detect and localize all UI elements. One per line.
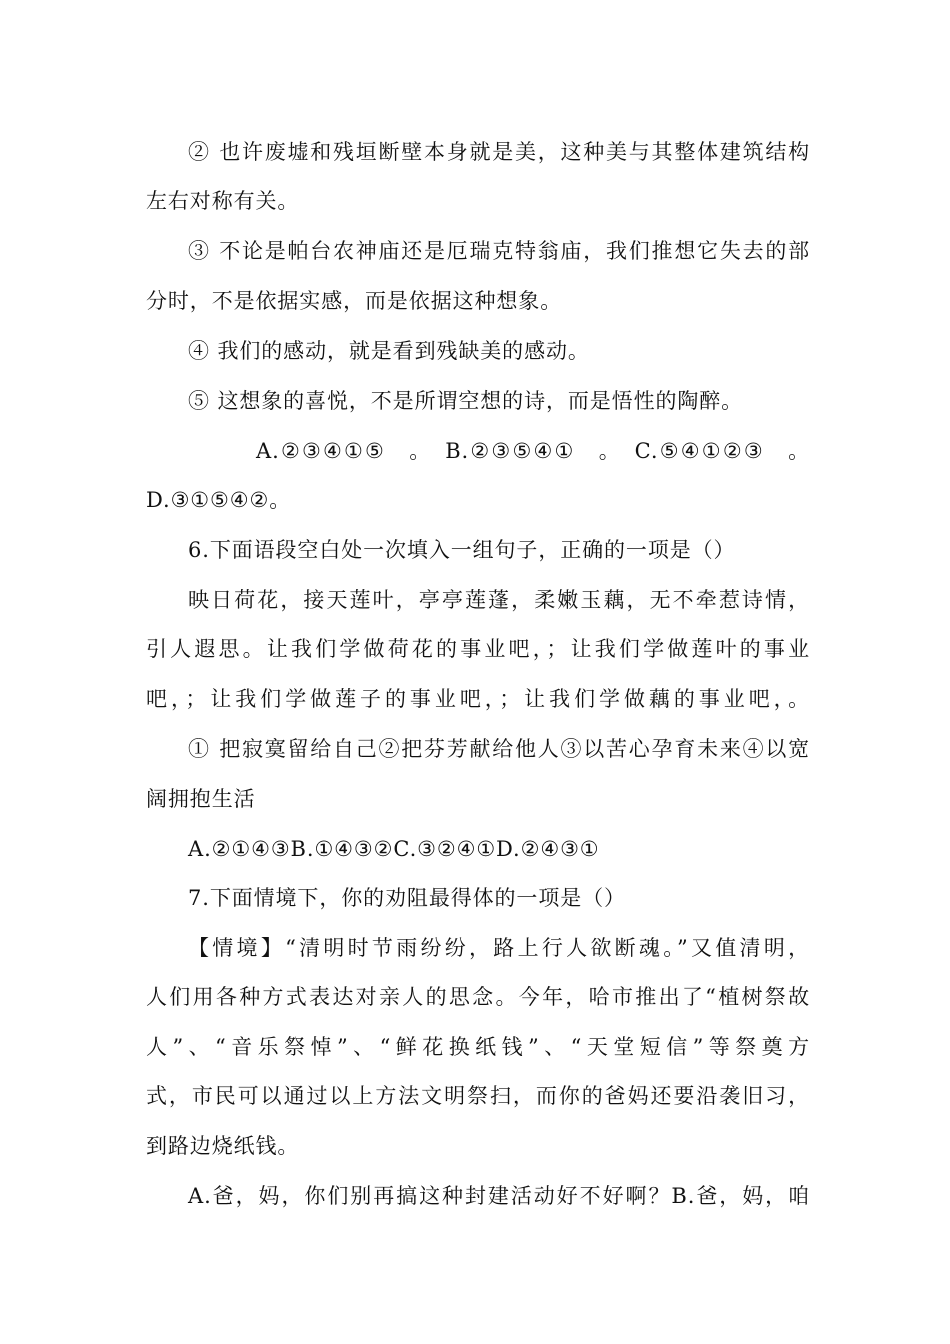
question-6-passage-line-2: 引人遐思。让我们学做荷花的事业吧，；让我们学做莲叶的事业 [146,637,810,661]
option-2-line-2: 左右对称有关。 [146,189,300,213]
option-5-line: ⑤ 这想象的喜悦，不是所谓空想的诗，而是悟性的陶醉。 [188,389,744,413]
question-7-prompt: 7.下面情境下，你的劝阻最得体的一项是（） [188,886,626,910]
question-6-answer-choices: A.②①④③B.①④③②C.③②④①D.②④③① [188,837,600,861]
question-7-scenario-line-3: 人”、“音乐祭悼”、“鲜花换纸钱”、“天堂短信”等祭奠方 [146,1035,810,1059]
option-2-line-1: ② 也许废墟和残垣断壁本身就是美，这种美与其整体建筑结构 [188,140,810,164]
option-3-line-2: 分时，不是依据实感，而是依据这种想象。 [146,289,563,313]
question-6-sentences-line-1: ① 把寂寞留给自己②把芬芳献给他人③以苦心孕育未来④以宽 [188,737,810,761]
question-7-scenario-line-5: 到路边烧纸钱。 [146,1134,300,1158]
question-6-passage-line-3: 吧，；让我们学做莲子的事业吧，；让我们学做藕的事业吧，。 [146,687,810,711]
question-7-scenario-line-4: 式，市民可以通过以上方法文明祭扫，而你的爸妈还要沿袭旧习， [146,1084,810,1108]
question-7-scenario-line-2: 人们用各种方式表达对亲人的思念。今年，哈市推出了“植树祭故 [146,985,810,1009]
answer-choices-abc: A.②③④①⑤ 。 B.②③⑤④① 。 C.⑤④①②③ 。 [256,439,810,463]
question-6-sentences-line-2: 阔拥抱生活 [146,787,256,811]
question-6-passage-line-1: 映日荷花，接天莲叶，亭亭莲蓬，柔嫩玉藕，无不牵惹诗情， [188,588,810,612]
question-7-answer-line-1: A.爸，妈，你们别再搞这种封建活动好不好啊？B.爸，妈，咱 [188,1184,810,1208]
question-6-prompt: 6.下面语段空白处一次填入一组句子，正确的一项是（） [188,538,736,562]
option-3-line-1: ③ 不论是帕台农神庙还是厄瑞克特翁庙，我们推想它失去的部 [188,239,810,263]
option-4-line: ④ 我们的感动，就是看到残缺美的感动。 [188,339,590,363]
question-7-scenario-line-1: 【情境】“清明时节雨纷纷，路上行人欲断魂。”又值清明， [188,936,810,960]
answer-choice-d: D.③①⑤④②。 [146,488,292,512]
